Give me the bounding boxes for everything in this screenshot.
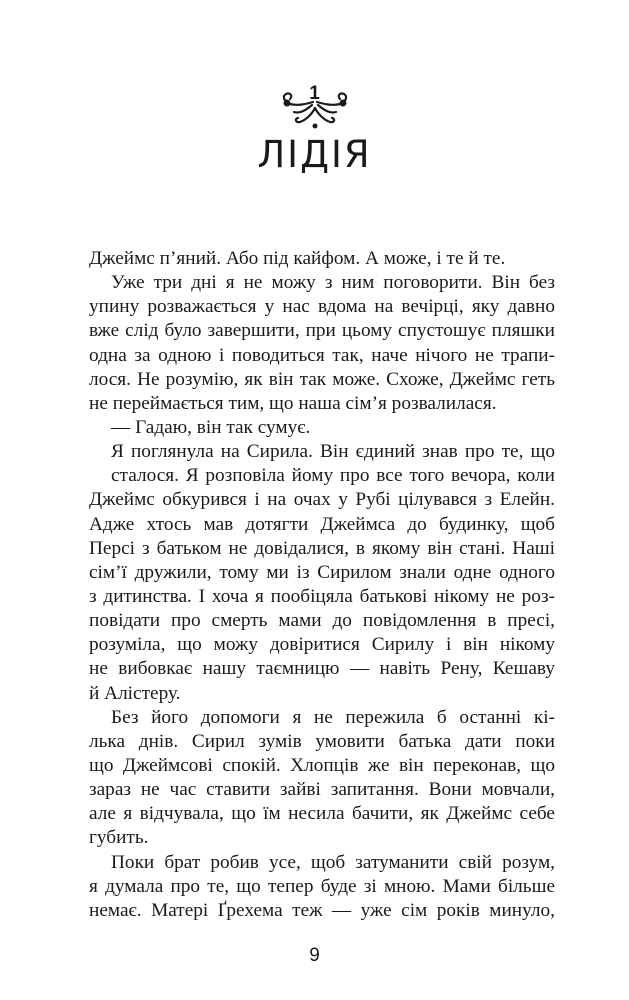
body-text [89, 247, 555, 923]
text-line: й Алістеру. [89, 682, 181, 704]
text-line: вже слід було завершити, при цьому спустошує пляшки [89, 320, 555, 342]
text-line: Джеймс п’яний. Або під кайфом. А може, і те й те. [89, 248, 506, 269]
text-line: Уже три дні я не можу з ним поговорити. Він без [111, 272, 555, 294]
text-line: Персі з батьком не довідалися, в якому він стані. Наші [89, 537, 555, 559]
text-line: розуміла, що можу довіритися Сирилу і він нікому [89, 634, 555, 656]
text-line: я думала про те, що тепер буде зі мною. Мами більше [89, 875, 555, 897]
chapter-heading [0, 82, 629, 132]
text-line: лося. Не розумію, як він так може. Схоже, Джеймс геть [89, 368, 555, 390]
text-line: що Джеймсові спокій. Хлопців же він переконав, що [89, 754, 555, 776]
chapter-number: 1 [309, 83, 320, 104]
text-line: Без його допомоги я не пережила б останні кі- [111, 706, 555, 728]
text-line: сталося. Я розповіла йому про все того вечора, коли [111, 465, 555, 487]
text-line: але я відчувала, що їм несила бачити, як Джеймс себе [89, 803, 555, 825]
chapter-ornament-row [0, 82, 629, 132]
text-line: повідати про смерть мами до повідомлення в пресі, [89, 610, 555, 632]
page-number: 9 [309, 945, 320, 966]
chapter-title: ЛІДІЯ [257, 133, 372, 176]
text-line: лька днів. Сирил зумів умовити батька дати поки [89, 730, 555, 752]
text-line: одна за одною і поводиться так, наче нічого не трапи- [89, 344, 555, 366]
text-line: зараз не час ставити зайві запитання. Вони мовчали, [89, 779, 555, 801]
text-line: — Гадаю, він так сумує. [111, 416, 311, 438]
text-line: Я поглянула на Сирила. Він єдиний знав про те, що [111, 441, 555, 463]
text-line: Поки брат робив усе, щоб затуманити свій розум, [111, 851, 555, 873]
text-line: Джеймс обкурився і на очах у Рубі цілувався з Елейн. [89, 489, 555, 511]
text-line: не переймається тим, що наша сім’я розвалилася. [89, 392, 497, 414]
text-line: упину розважається у нас вдома на вечірці, яку давно [89, 296, 555, 318]
text-line: не вибовкає нашу таємницю — навіть Рену, Кешаву [89, 658, 555, 680]
text-line: немає. Матері Ґрехема теж — уже сім років минуло, [89, 899, 555, 921]
text-line: Адже хтось мав дотягти Джеймса до будинку, щоб [89, 513, 555, 535]
text-line: сім’ї дружили, тому ми із Сирилом знали одне одного [89, 561, 555, 583]
text-line: губить. [89, 827, 149, 849]
text-line: з дитинства. І хоча я пообіцяла батькові нікому не роз- [89, 585, 555, 607]
